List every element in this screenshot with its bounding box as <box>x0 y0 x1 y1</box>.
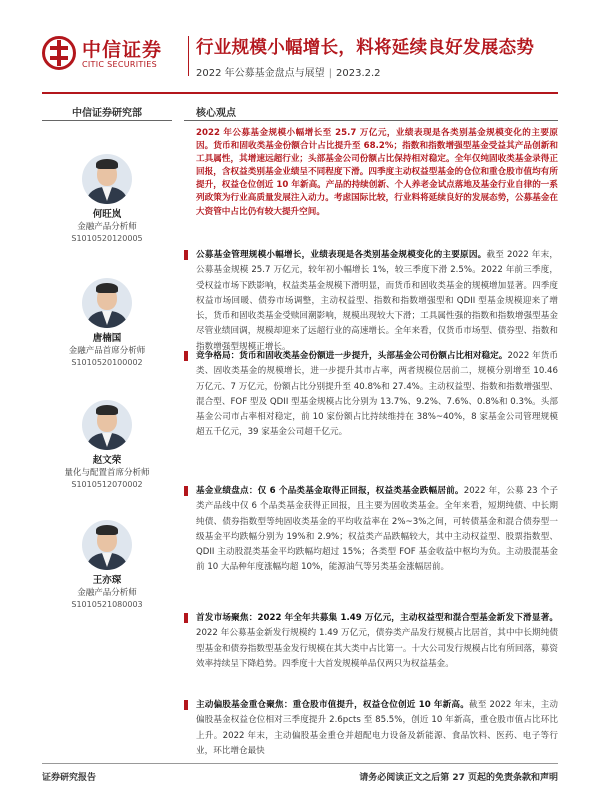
key-point-text <box>196 611 558 672</box>
research-dept-heading: 中信证券研究部 <box>72 108 142 119</box>
key-point-text <box>196 248 558 355</box>
analyst-id: S1010520120005 <box>71 234 143 243</box>
right-column-rule <box>184 120 558 121</box>
key-point-lead: 基金业绩盘点：仅 6 个品类基金取得正回报，权益类基金跌幅居前。 <box>196 486 464 496</box>
analyst-card <box>42 400 172 489</box>
footer-label: 证券研究报告 <box>42 773 97 783</box>
report-header <box>0 0 600 92</box>
citic-logo-icon <box>42 36 76 70</box>
key-point-lead: 竞争格局：货币和固收类基金份额进一步提升，头部基金公司份额占比相对稳定。 <box>196 351 508 361</box>
key-point-body: 2022 年，公募 23 个子类产品线中仅 6 个品类基金获得正回报，且主要为固收类基金。全年来看，短期纯债、中长期纯债、债券指数型等纯固收类基金的平均收益率在 2%~3%之间，可转债基金和混合债券型一级基金平均跌幅分别为 19%和 2.9%；权益类产品跌幅较大，其中主动权益型、股票指数型、QDII 主动股混类基金平均跌幅均超过 15%；各类型 FOF 基金收益中枢均为负。主动股混基金前 10 大品种年度涨幅均超 10%，能源油气等另类基金涨幅居前。 <box>196 486 558 573</box>
key-point-body: 截至 2022 年末，公募基金规模 25.7 万亿元，较年初小幅增长 1%，较三季度下滑 2.5%。2022 年前三季度，受权益市场下跌影响，权益类基金规模下滑明显，而货币和固收类基金的规模增加显著。四季度权益市场回暖、债券市场调整，主动权益型、指数和指数增强型和 QDII 型基金规模迎来了增长，货币和固收类基金受赎回潮影响，规模出现较大下滑；工具属性强的指数和指数增强型基金尽管业绩回调，规模却迎来了远超行业的高速增长。全年来看，仅货币市场型、债券型、指数和指数增强型规模正增长。 <box>196 250 558 352</box>
analyst-id: S1010520100002 <box>71 358 143 367</box>
analyst-role: 金融产品首席分析师 <box>68 346 146 356</box>
report-name: 2022 年公募基金盘点与展望 <box>196 68 325 79</box>
analyst-name: 唐楠国 <box>92 333 122 344</box>
analyst-role: 量化与配置首席分析师 <box>64 468 150 478</box>
analyst-role: 金融产品分析师 <box>77 222 137 232</box>
header-divider <box>188 36 189 76</box>
avatar <box>82 154 132 204</box>
key-point-lead: 首发市场聚焦：2022 年全年共募集 1.49 万亿元，主动权益型和混合型基金新发下滑显著。 <box>196 613 558 623</box>
brand-name-en: CITIC SECURITIES <box>82 60 157 69</box>
analyst-name: 何旺岚 <box>92 209 122 220</box>
key-point-text <box>196 349 558 441</box>
analyst-card <box>42 278 172 367</box>
left-column-rule <box>42 120 172 121</box>
header-rule <box>42 92 558 94</box>
avatar <box>82 520 132 570</box>
bullet-marker <box>184 613 188 623</box>
analyst-id: S1010521080003 <box>71 600 143 609</box>
core-views-summary: 2022 年公募基金规模小幅增长至 25.7 万亿元，业绩表现是各类别基金规模变化的主要原因。货币和固收类基金份额合计占比提升至 68.2%；指数和指数增强型基金受益其产品创新和工具属性，其增速远超行业；头部基金公司份额占比保持相对稳定。全年仅纯固收类基金录得正回报，含权益类别基金业绩呈不同程度下滑。四季度主动权益型基金的仓位和重仓股市值均有所提升，权益仓位创近 10 年新高。产品的持续创新、个人养老金试点落地及基金行业自律的一系列政策为行业高质量发展注入动力。考虑国际比较，行业料将延续良好的发展态势，公募基金在大资管中占比仍有较大提升空间。 <box>196 128 558 217</box>
avatar <box>82 400 132 450</box>
key-point-body: 截至 2022 年末，主动偏股基金权益仓位相对三季度提升 2.6pcts 至 85.5%，创近 10 年新高，重仓股市值占比环比上升。2022 年末，主动偏股基金重仓并超配电力设备及新能源、食品饮料、医药、电子等行业，环比增仓最快 <box>196 700 558 756</box>
bullet-marker <box>184 250 188 260</box>
key-point-body: 2022 年公募基金新发行规模约 1.49 万亿元，债券类产品发行规模占比居首，其中中长期纯债型基金和债券指数型基金发行规模在其大类中占比第一。十大公司发行规模占比有所回落，募资效率持续呈下降趋势。四季度十大首发规模单品仅两只为权益基金。 <box>196 628 558 669</box>
citic-logo <box>42 32 187 76</box>
bullet-marker <box>184 700 188 710</box>
bullet-marker <box>184 351 188 361</box>
analyst-name: 赵文荣 <box>92 455 122 466</box>
avatar <box>82 278 132 328</box>
report-title: 行业规模小幅增长，料将延续良好发展态势 <box>196 38 535 58</box>
footer-rule <box>42 763 558 764</box>
analyst-card <box>42 154 172 243</box>
disclaimer-note: 请务必阅读正文之后第 27 页起的免责条款和声明 <box>359 773 558 783</box>
report-date: 2023.2.2 <box>336 68 381 79</box>
brand-name-cn: 中信证券 <box>82 39 163 61</box>
key-point-lead: 主动偏股基金重仓聚焦：重仓股市值提升，权益仓位创近 10 年新高。 <box>196 700 469 710</box>
analyst-name: 王亦琛 <box>92 575 122 586</box>
core-views-heading: 核心观点 <box>196 108 236 119</box>
key-point-text <box>196 484 558 576</box>
report-subtitle: 2022 年公募基金盘点与展望 | 2023.2.2 <box>196 68 381 79</box>
bullet-marker <box>184 486 188 496</box>
key-point-lead: 公募基金管理规模小幅增长，业绩表现是各类别基金规模变化的主要原因。 <box>196 250 487 260</box>
analyst-role: 金融产品分析师 <box>77 588 137 598</box>
key-point-text <box>196 698 558 759</box>
analyst-card <box>42 520 172 609</box>
analyst-id: S1010512070002 <box>71 480 143 489</box>
key-point-body: 2022 年货币类、固收类基金的规模增长，进一步提升其市占率，两者规模位居前二，规模分别增至 10.46 万亿元、7 万亿元，份额占比分别提升至 40.8%和 27.4%。主动权益型、指数和指数增强型、混合型、FOF 型及 QDII 型基金规模占比分别为 13.7%、9.2%、7.6%、0.8%和 0.3%。头部基金公司市占率相对稳定，前 10 家份额占比持续维持在 38%~40%，8 家基金公司管理规模超五千亿元，39 家基金公司超千亿元。 <box>196 351 558 438</box>
